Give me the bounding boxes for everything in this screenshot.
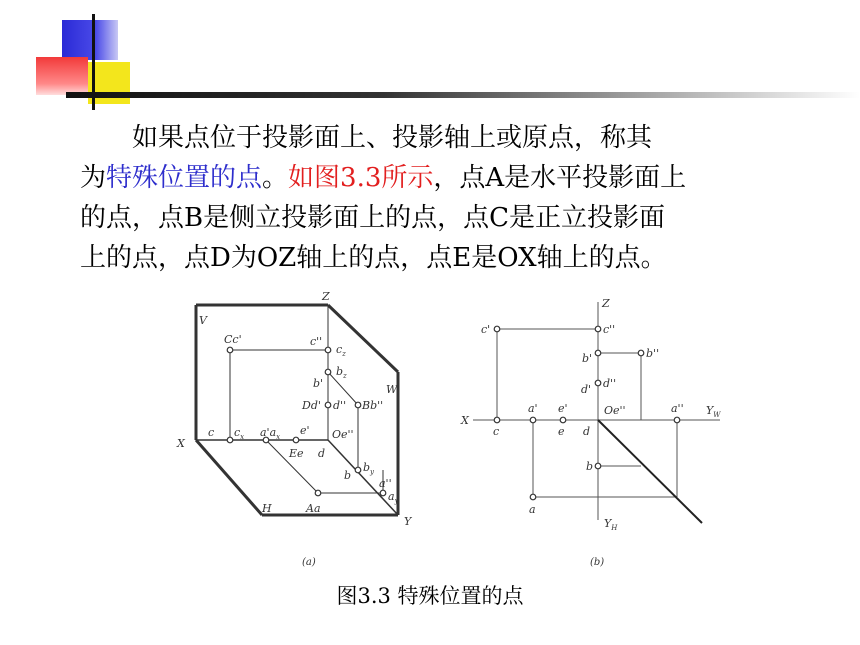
fig-b-label-c: c <box>493 425 500 438</box>
fig-a-caption: (a) <box>302 557 316 568</box>
fig-a-label-Oe: Oe'' <box>332 428 354 441</box>
fig-a-label-ay: $a_y$ <box>388 490 399 505</box>
fig-a-label-cz: $c_z$ <box>336 343 346 358</box>
decor-horizontal-line <box>66 92 860 98</box>
fig-a-label-H: H <box>262 502 272 515</box>
fig-a-label-Aa: Aa <box>306 502 321 515</box>
fig-b-label-YH: $Y_H$ <box>604 517 618 532</box>
fig-b-label-d2: d'' <box>603 377 617 390</box>
decor-red-square <box>36 57 88 95</box>
fig-a-label-Z: Z <box>322 290 330 303</box>
paragraph-line-4: 上的点，点D为OZ轴上的点，点E是OX轴上的点。 <box>80 243 667 273</box>
fig-a-label-by: $b_y$ <box>363 461 375 476</box>
paragraph-line-1: 如果点位于投影面上、投影轴上或原点，称其 <box>132 123 653 153</box>
figure-caption: 图3.3 特殊位置的点 <box>336 584 524 608</box>
fig-a-label-c2: c'' <box>310 335 323 348</box>
fig-a-label-Ee: Ee <box>289 447 304 460</box>
body-paragraph <box>80 118 800 278</box>
fig-b-label-YW: $Y_W$ <box>706 404 721 419</box>
fig-a-label-b1: b' <box>313 377 324 390</box>
figure-b-orthographic-projection <box>455 290 730 570</box>
fig-a-label-W: W <box>386 383 398 396</box>
fig-a-label-aax: $a'a_x$ <box>260 426 281 441</box>
fig-a-label-b: b <box>344 469 352 482</box>
fig-b-label-X: X <box>461 414 469 427</box>
fig-b-label-b1: b' <box>582 352 593 365</box>
fig-a-label-cx: $c_x$ <box>234 426 245 441</box>
fig-b-label-e: e <box>558 425 565 438</box>
paragraph-line-3: 的点，点B是侧立投影面上的点，点C是正立投影面 <box>80 203 666 233</box>
fig-a-label-Dd: Dd' <box>302 399 321 412</box>
line2-suffix: ，点A是水平投影面上 <box>433 163 687 193</box>
fig-a-label-Cc: Cc' <box>224 333 242 346</box>
fig-b-label-b2: b'' <box>646 347 660 360</box>
fig-b-label-c1: c' <box>481 323 491 336</box>
fig-b-label-a2: a'' <box>671 402 684 415</box>
figure-reference: 如图3.3所示 <box>288 163 434 193</box>
fig-a-label-c: c <box>208 426 215 439</box>
fig-a-label-a2: a'' <box>379 477 392 490</box>
fig-a-label-e1: e' <box>300 424 310 437</box>
fig-b-label-e1: e' <box>558 402 568 415</box>
fig-a-label-Y: Y <box>404 515 412 528</box>
fig-b-label-a: a <box>529 503 536 516</box>
line2-mid: 。 <box>262 163 289 193</box>
fig-b-label-Z: Z <box>602 297 610 310</box>
decor-blue-square <box>62 20 118 60</box>
paragraph-line-2 <box>80 158 800 198</box>
fig-b-label-d: d <box>583 425 591 438</box>
fig-b-label-c2: c'' <box>603 323 616 336</box>
fig-b-caption: (b) <box>590 557 605 568</box>
fig-b-label-Oe: Oe'' <box>604 404 626 417</box>
fig-a-label-bz: $b_z$ <box>336 365 347 380</box>
fig-a-label-Bb: Bb'' <box>362 399 384 412</box>
fig-a-label-d2: d'' <box>333 399 347 412</box>
fig-a-label-d: d <box>318 447 326 460</box>
fig-b-label-b: b <box>586 460 594 473</box>
fig-a-label-X: X <box>177 437 185 450</box>
figure-a-3d-projection <box>170 285 430 570</box>
highlight-special-points: 特殊位置的点 <box>106 163 263 193</box>
line2-prefix: 为 <box>80 163 107 193</box>
fig-b-label-d1: d' <box>581 383 592 396</box>
fig-b-label-a1: a' <box>528 402 538 415</box>
fig-a-label-V: V <box>199 314 207 327</box>
